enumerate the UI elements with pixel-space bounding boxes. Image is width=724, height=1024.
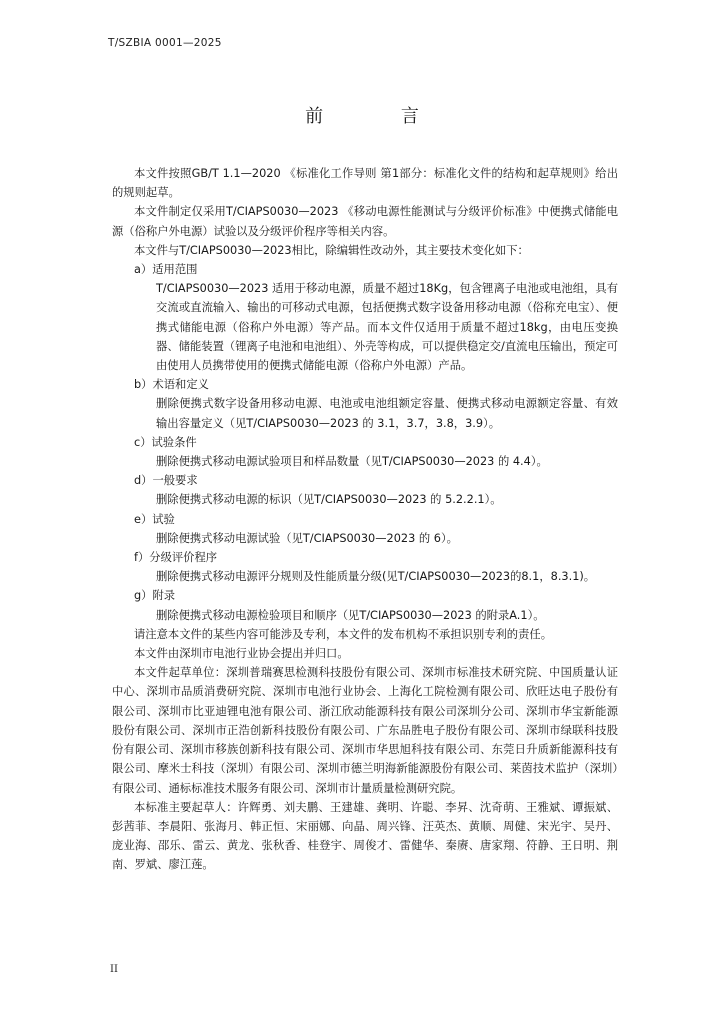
change-item-label: c）试验条件 [134, 435, 197, 449]
paragraph-drafters: 本标准主要起草人：许辉勇、刘夫鹏、王建雄、龚明、许聪、李昇、沈奇萌、王雅斌、谭振斌、彭茜菲、李晨阳、张海月、韩正恒、宋丽娜、向晶、周兴锋、汪英杰、黄顺、周健、宋光宇、吴丹、庞业海、邵乐、雷云、黄龙、张秋香、桂登宇、周俊才、雷健华、秦赓、唐家翔、符静、王日明、荆南、罗斌、廖江莲。 [112, 800, 618, 872]
change-item-body: 删除便携式移动电源评分规则及性能质量分级(见T/CIAPS0030—2023的8.1，8.3.1)。 [156, 570, 596, 584]
page-title: 前 言 [305, 106, 455, 127]
change-item-label: a）适用范围 [134, 263, 198, 277]
change-item-body: 删除便携式移动电源试验项目和样品数量（见T/CIAPS0030—2023 的 4.4）。 [156, 455, 548, 469]
document-number: T/SZBIA 0001—2025 [108, 37, 222, 49]
page-number: II [110, 964, 118, 975]
change-item-label: f）分级评价程序 [134, 551, 218, 565]
paragraph-scope-adoption: 本文件制定仅采用T/CIAPS0030—2023 《移动电源性能测试与分级评价标准》中便携式储能电源（俗称户外电源）试验以及分级评价程序等相关内容。 [112, 205, 618, 238]
document-body [112, 164, 618, 875]
change-item-body: 删除便携式移动电源检验项目和顺序（见T/CIAPS0030—2023 的附录A.1）。 [156, 608, 545, 622]
paragraph-changes-intro: 本文件与T/CIAPS0030—2023相比，除编辑性改动外，其主要技术变化如下： [134, 243, 529, 257]
change-item-label: d）一般要求 [134, 474, 198, 488]
paragraph-drafting-units: 本文件起草单位：深圳普瑞赛思检测科技股份有限公司、深圳市标准技术研究院、中国质量认证中心、深圳市品质消费研究院、深圳市电池行业协会、上海化工院检测有限公司、欣旺达电子股份有限公司、深圳市比亚迪锂电池有限公司、浙江欣动能源科技有限公司深圳分公司、深圳市华宝新能源股份有限公司、深圳市正浩创新科技股份有限公司、广东品胜电子股份有限公司、深圳市绿联科技股份有限公司、深圳市移族创新科技有限公司、深圳市华思旭科技有限公司、东莞日升质新能源科技有限公司、摩米士科技（深圳）有限公司、深圳市德兰明海新能源股份有限公司、莱茵技术监护（深圳）有限公司、通标标准技术服务有限公司、深圳市计量质量检测研究院。 [112, 666, 618, 795]
paragraph-drafting-rules: 本文件按照GB/T 1.1—2020 《标准化工作导则 第1部分：标准化文件的结构和起草规则》给出的规则起草。 [112, 167, 618, 200]
paragraph-proposer: 本文件由深圳市电池行业协会提出并归口。 [134, 647, 349, 661]
paragraph-patent-notice: 请注意本文件的某些内容可能涉及专利，本文件的发布机构不承担识别专利的责任。 [134, 627, 552, 641]
change-item-body: 删除便携式数字设备用移动电源、电池或电池组额定容量、便携式移动电源额定容量、有效输出容量定义（见T/CIAPS0030—2023 的 3.1，3.7，3.8，3.9）。 [156, 397, 618, 430]
change-item-body: 删除便携式移动电源的标识（见T/CIAPS0030—2023 的 5.2.2.1）。 [156, 493, 502, 507]
change-item-body: 删除便携式移动电源试验（见T/CIAPS0030—2023 的 6）。 [156, 531, 458, 545]
change-item-label: g）附录 [134, 589, 176, 603]
change-item-body: T/CIAPS0030—2023 适用于移动电源，质量不超过18Kg，包含锂离子电池或电池组，具有交流或直流输入、输出的可移动式电源，包括便携式数字设备用移动电源（俗称充电宝）、便携式储能电源（俗称户外电源）等产品。而本文件仅适用于质量不超过18kg，由电压变换器、储能装置（锂离子电池和电池组）、外壳等构成，可以提供稳定交/直流电压输出，预定可由使用人员携带使用的便携式储能电源（俗称户外电源）产品。 [156, 282, 618, 373]
change-item-label: e）试验 [134, 512, 175, 526]
change-item-label: b）术语和定义 [134, 378, 209, 392]
